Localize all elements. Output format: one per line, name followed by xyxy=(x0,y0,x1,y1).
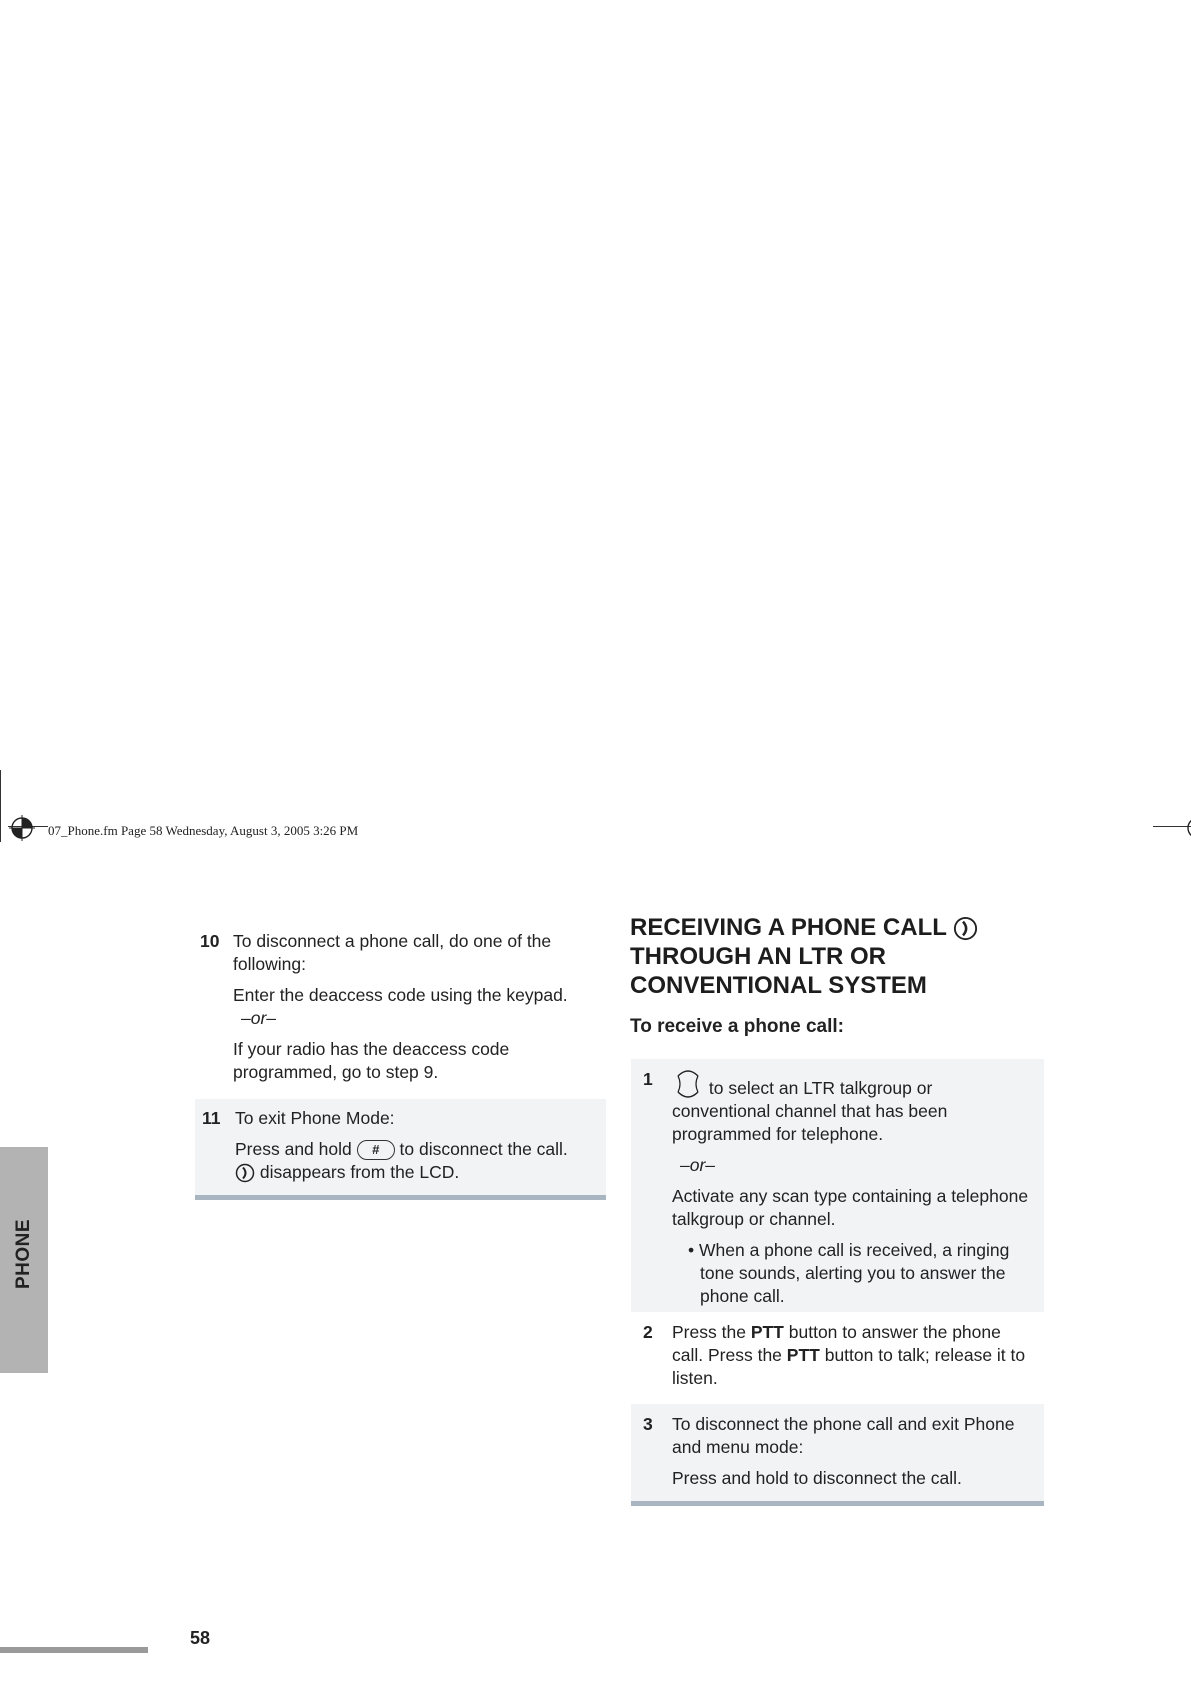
heading-line: THROUGH AN LTR OR xyxy=(630,943,886,970)
side-tab-label: PHONE xyxy=(13,1218,34,1290)
step-text: To exit Phone Mode: xyxy=(235,1108,395,1128)
select-rocker-icon xyxy=(672,1068,704,1100)
step-option: Activate any scan type containing a telephone talkgroup or channel. xyxy=(672,1186,1029,1229)
bullet-item: • When a phone call is received, a ringing tone sounds, alerting you to answer the phone call. xyxy=(688,1240,1010,1306)
crop-mark-vertical xyxy=(0,770,1,842)
ptt-label: PTT xyxy=(750,1322,784,1342)
step-action: Press and hold # to disconnect the call. xyxy=(235,1139,568,1159)
step-lcd-note: disappears from the LCD. xyxy=(235,1161,600,1184)
registration-mark-icon xyxy=(9,815,35,841)
page-number: 58 xyxy=(190,1628,211,1648)
phone-mode-icon xyxy=(953,916,978,941)
side-tab xyxy=(0,1147,48,1373)
file-header: 07_Phone.fm Page 58 Wednesday, August 3, 2005 3:26 PM xyxy=(48,823,359,838)
step-body xyxy=(672,1068,1035,1308)
step-text: To disconnect the phone call and exit Phone and menu mode: xyxy=(672,1414,1015,1457)
section-heading xyxy=(630,913,1050,1000)
step-number: 3 xyxy=(643,1414,653,1434)
step-text: Press the PTT button to answer the phone call. Press the PTT button to talk; release it to listen. xyxy=(672,1322,1026,1388)
section-rule xyxy=(631,1501,1044,1506)
or-separator: –or– xyxy=(241,1008,277,1028)
step-number: 11 xyxy=(202,1108,221,1128)
step-action: Press and hold to disconnect the call. xyxy=(672,1468,962,1488)
phone-mode-icon xyxy=(235,1163,255,1183)
step-option: If your radio has the deaccess code programmed, go to step 9. xyxy=(233,1039,510,1082)
step-number: 10 xyxy=(200,931,220,951)
or-separator: –or– xyxy=(680,1155,716,1175)
step-body xyxy=(235,1107,600,1184)
step-body xyxy=(233,930,590,1084)
step-text: to select an LTR talkgroup or conventional channel that has been programmed for telephone. xyxy=(672,1068,1035,1146)
step-body xyxy=(672,1321,1035,1390)
step-number: 1 xyxy=(643,1069,653,1089)
step-body xyxy=(672,1413,1035,1490)
heading-line: RECEIVING A PHONE CALL xyxy=(630,914,947,941)
section-rule xyxy=(195,1195,606,1200)
step-number: 2 xyxy=(643,1322,653,1342)
footer-bar xyxy=(0,1647,148,1653)
step-option: Enter the deaccess code using the keypad. xyxy=(233,985,568,1005)
registration-mark-right-icon xyxy=(1184,815,1191,841)
procedure-subheading: To receive a phone call: xyxy=(630,1016,845,1037)
step-text: To disconnect a phone call, do one of the following: xyxy=(233,931,552,974)
hash-key-icon: # xyxy=(357,1140,395,1160)
ptt-label: PTT xyxy=(786,1345,820,1365)
heading-line: CONVENTIONAL SYSTEM xyxy=(630,972,927,999)
